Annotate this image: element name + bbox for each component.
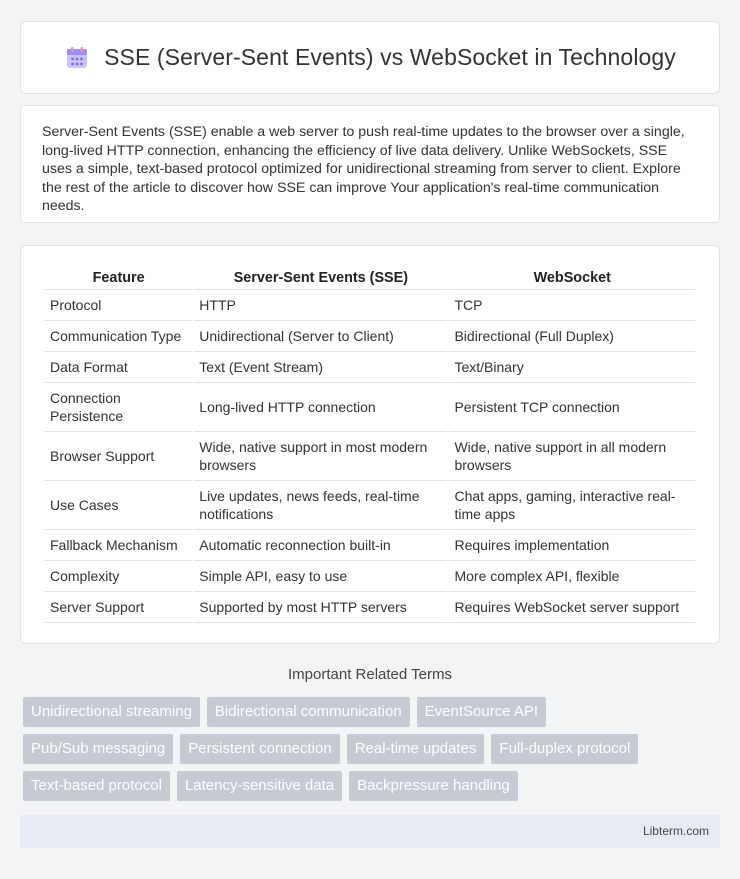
tag-eventsource-api[interactable]: EventSource API (417, 697, 546, 727)
table-cell: Automatic reconnection built-in (194, 530, 447, 561)
table-row (45, 290, 695, 321)
table-cell: HTTP (194, 290, 447, 321)
intro-text: Server-Sent Events (SSE) enable a web server to push real-time updates to the browser over a single, long-lived HTTP connection, enhancing the efficiency of live data delivery. Unlike WebSockets, SSE uses a simple, text-based protocol optimized for unidirectional streaming from server to client. Explore the rest of the article to discover how SSE can improve Your application's real-time communication needs. (42, 124, 685, 215)
table-row (45, 352, 695, 383)
table-row (45, 481, 695, 530)
table-cell: More complex API, flexible (449, 561, 695, 592)
tag-bidirectional-communication[interactable]: Bidirectional communication (207, 697, 410, 727)
table-cell: Protocol (45, 290, 192, 321)
tag-row (23, 697, 723, 727)
tag-latency-sensitive-data[interactable]: Latency-sensitive data (177, 771, 342, 801)
footer (20, 815, 720, 848)
table-header-row (45, 266, 695, 290)
table-cell: Text/Binary (449, 352, 695, 383)
table-cell: Complexity (45, 561, 192, 592)
table-row (45, 321, 695, 352)
tag-unidirectional-streaming[interactable]: Unidirectional streaming (23, 697, 200, 727)
intro-card (20, 105, 720, 223)
comparison-table (43, 266, 697, 623)
tag-row (23, 734, 723, 764)
table-cell: Connection Persistence (45, 383, 192, 432)
table-row (45, 383, 695, 432)
table-cell: Requires implementation (449, 530, 695, 561)
header-feature: Feature (45, 266, 192, 290)
page-title: SSE (Server-Sent Events) vs WebSocket in Technology (104, 44, 676, 70)
table-cell: Text (Event Stream) (194, 352, 447, 383)
tag-pubsub-messaging[interactable]: Pub/Sub messaging (23, 734, 173, 764)
table-row (45, 530, 695, 561)
table-cell: Use Cases (45, 481, 192, 530)
footer-site-link[interactable]: Libterm.com (642, 824, 709, 838)
title-card (20, 21, 720, 94)
related-terms-title: Important Related Terms (288, 666, 452, 683)
table-cell: TCP (449, 290, 695, 321)
table-cell: Wide, native support in most modern browsers (194, 432, 447, 481)
header-websocket: WebSocket (449, 266, 695, 290)
table-cell: Unidirectional (Server to Client) (194, 321, 447, 352)
table-cell: Bidirectional (Full Duplex) (449, 321, 695, 352)
table-row (45, 561, 695, 592)
comparison-table-card (20, 245, 720, 644)
calendar-icon (64, 45, 90, 71)
header-sse: Server-Sent Events (SSE) (194, 266, 447, 290)
table-cell: Communication Type (45, 321, 192, 352)
table-cell: Supported by most HTTP servers (194, 592, 447, 623)
table-row (45, 432, 695, 481)
table-cell: Chat apps, gaming, interactive real-time apps (449, 481, 695, 530)
table-row (45, 592, 695, 623)
table-cell: Server Support (45, 592, 192, 623)
table-cell: Simple API, easy to use (194, 561, 447, 592)
table-cell: Fallback Mechanism (45, 530, 192, 561)
tag-backpressure-handling[interactable]: Backpressure handling (349, 771, 518, 801)
table-cell: Persistent TCP connection (449, 383, 695, 432)
tag-text-based-protocol[interactable]: Text-based protocol (23, 771, 170, 801)
table-cell: Wide, native support in all modern browsers (449, 432, 695, 481)
table-cell: Live updates, news feeds, real-time notifications (194, 481, 447, 530)
table-cell: Browser Support (45, 432, 192, 481)
table-cell: Requires WebSocket server support (449, 592, 695, 623)
table-cell: Long-lived HTTP connection (194, 383, 447, 432)
table-cell: Data Format (45, 352, 192, 383)
tag-full-duplex-protocol[interactable]: Full-duplex protocol (491, 734, 638, 764)
related-terms-tags (23, 697, 723, 808)
tag-persistent-connection[interactable]: Persistent connection (180, 734, 339, 764)
tag-row (23, 771, 723, 801)
tag-real-time-updates[interactable]: Real-time updates (347, 734, 485, 764)
